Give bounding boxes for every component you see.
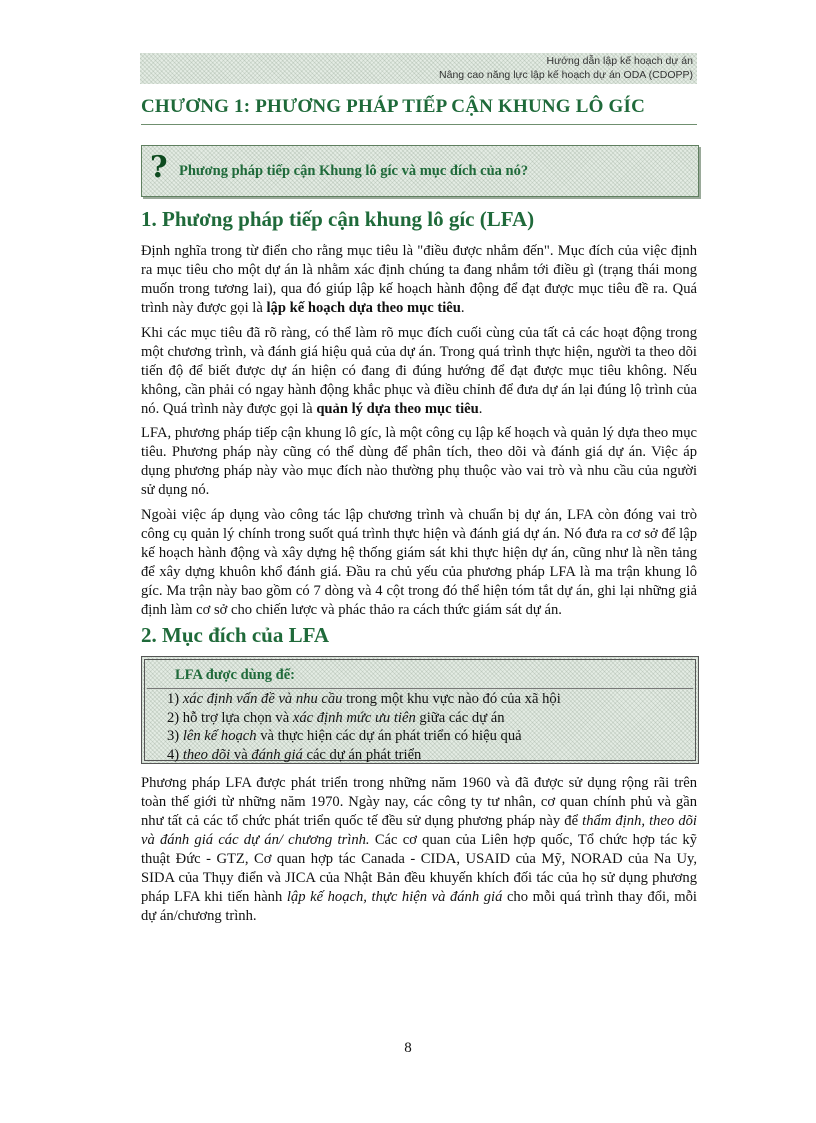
section-1-heading: 1. Phương pháp tiếp cận khung lô gíc (LFA): [141, 207, 535, 231]
list-item: 4) theo dõi và đánh giá các dự án phát triển: [167, 746, 422, 763]
paragraph-1: Định nghĩa trong từ điển cho rằng mục tiêu là "điều được nhắm đến". Mục đích của việc định ra mục tiêu cho một dự án là nhằm xác định chúng ta đang nhắm tới điều gì (trạng thái mong muốn trong tương lai), qua đó giúp lập kế hoạch hành động để đạt được mục tiêu đề ra. Quá trình này được gọi là lập kế hoạch dựa theo mục tiêu.: [141, 243, 697, 316]
paragraph-2: Khi các mục tiêu đã rõ ràng, có thể làm rõ mục đích cuối cùng của tất cả các hoạt động trong một chương trình, và đánh giá hiệu quả của dự án. Trong quá trình thực hiện, người ta theo dõi tiến độ để biết được dự án hiện có đang đi đúng hướng để đạt được mục tiêu không. Nếu không, cần phải có ngay hành động khắc phục và điều chỉnh để đưa dự án lại đúng lộ trình của nó. Quá trình này được gọi là quản lý dựa theo mục tiêu.: [141, 325, 697, 417]
lfa-uses-list: [167, 690, 561, 764]
header-line-1: Hướng dẫn lập kế hoạch dự án: [546, 55, 693, 67]
question-box: [141, 145, 699, 197]
lfa-box-title: LFA được dùng để:: [175, 667, 296, 683]
list-item: 2) hỗ trợ lựa chọn và xác định mức ưu tiên giữa các dự án: [167, 709, 505, 726]
question-text: Phương pháp tiếp cận Khung lô gíc và mục đích của nó?: [179, 163, 529, 179]
lfa-box-divider: [147, 688, 693, 689]
page-number: 8: [404, 1040, 412, 1056]
section-2-heading: 2. Mục đích của LFA: [141, 623, 330, 647]
list-item: 1) xác định vấn đề và nhu cầu trong một khu vực nào đó của xã hội: [167, 691, 561, 707]
question-mark-icon: ?: [150, 150, 168, 185]
list-item: 3) lên kế hoạch và thực hiện các dự án phát triển có hiệu quả: [167, 728, 522, 744]
paragraph-3: LFA, phương pháp tiếp cận khung lô gíc, là một công cụ lập kế hoạch và quản lý dựa theo mục tiêu. Phương pháp này cũng có thể dùng để phân tích, theo dõi và đánh giá dự án. Việc áp dụng phương pháp này vào mục đích nào thường phụ thuộc vào vai trò và nhu cầu của người sử dụng nó.: [141, 425, 697, 498]
term-objective-management: quản lý dựa theo mục tiêu: [316, 401, 479, 417]
lfa-uses-box: [141, 656, 699, 764]
term-objective-planning: lập kế hoạch dựa theo mục tiêu: [266, 300, 461, 316]
paragraph-5: Phương pháp LFA được phát triển trong những năm 1960 và đã được sử dụng rộng rãi trên toàn thế giới từ những năm 1970. Ngày nay, các công ty tư nhân, cơ quan chính phủ và gần như tất cả các tổ chức phát triển quốc tế đều sử dụng phương pháp này để thẩm định, theo dõi và đánh giá các dự án/ chương trình. Các cơ quan của Liên hợp quốc, Tổ chức hợp tác kỹ thuật Đức - GTZ, Cơ quan hợp tác Canada - CIDA, USAID của Mỹ, NORAD của Na Uy, SIDA của Thụy điển và JICA của Nhật Bản đều khuyến khích đối tác của họ sử dụng phương pháp LFA khi tiến hành lập kế hoạch, thực hiện và đánh giá cho mỗi quá trình thay đổi, mỗi dự án/chương trình.: [141, 775, 698, 924]
paragraph-4: Ngoài việc áp dụng vào công tác lập chương trình và chuẩn bị dự án, LFA còn đóng vai trò công cụ quản lý chính trong suốt quá trình thực hiện và đánh giá dự án. Nó đưa ra cơ sở để lập kế hoạch hành động và xây dựng hệ thống giám sát khi thực hiện dự án, cũng như là nền tảng để xây dựng khuôn khổ đánh giá. Đầu ra chủ yếu của phương pháp LFA là ma trận khung lô gíc. Ma trận này bao gồm có 7 dòng và 4 cột trong đó thể hiện tóm tắt dự án, ghi lại những giả định làm cơ sở cho chiến lược và phác thảo ra cách thức giám sát dự án.: [141, 507, 697, 618]
running-header: [140, 53, 697, 84]
chapter-title: CHƯƠNG 1: PHƯƠNG PHÁP TIẾP CẬN KHUNG LÔ GÍC: [141, 96, 697, 125]
header-line-2: Nâng cao năng lực lập kế hoạch dự án ODA (CDOPP): [439, 69, 693, 81]
